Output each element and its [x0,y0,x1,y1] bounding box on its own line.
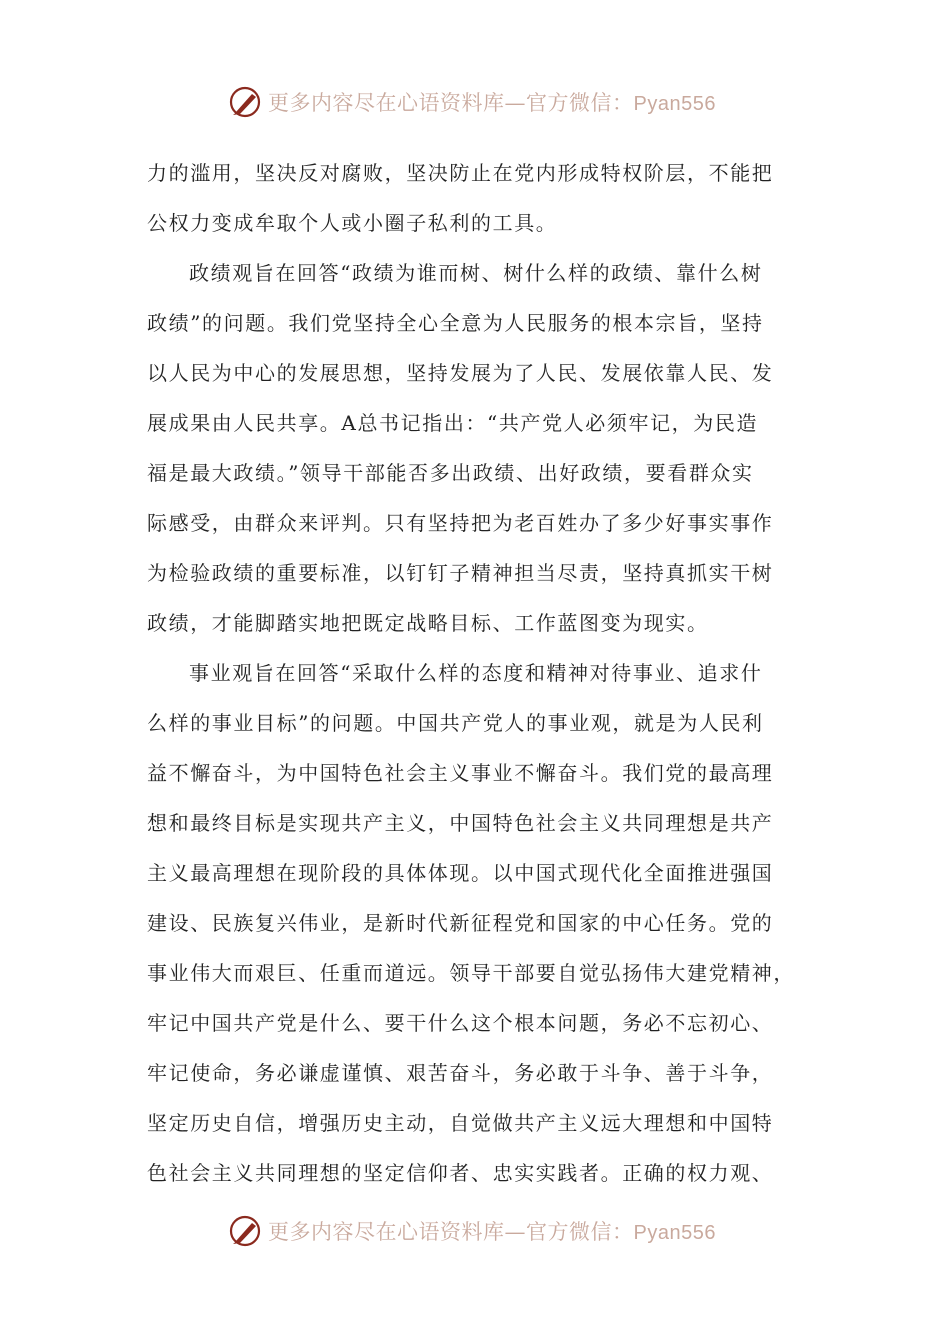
header-text [268,87,716,117]
text-line: 为检验政绩的重要标准，以钉钉子精神担当尽责，坚持真抓实干树 [147,561,774,585]
text-line: 际感受，由群众来评判。只有坚持把为老百姓办了多少好事实事作 [147,511,774,535]
footer-label: 更多内容尽在心语资料库—官方微信： [268,1220,634,1244]
header-banner [228,82,748,122]
footer-text [268,1216,716,1246]
text-line: 公权力变成牟取个人或小圈子私利的工具。 [147,211,558,235]
document-body [147,148,807,1198]
text-line: 事业伟大而艰巨、任重而道远。领导干部要自觉弘扬伟大建党精神， [147,961,795,985]
header-label: 更多内容尽在心语资料库—官方微信： [268,91,634,115]
text-line: 主义最高理想在现阶段的具体体现。以中国式现代化全面推进强国 [147,861,774,885]
text-line: 建设、民族复兴伟业，是新时代新征程党和国家的中心任务。党的 [147,911,774,935]
text-line: 事业观旨在回答“采取什么样的态度和精神对待事业、追求什 [189,661,763,685]
text-line: 政绩观旨在回答“政绩为谁而树、树什么样的政绩、靠什么树 [189,261,763,285]
pen-logo-icon [228,85,262,119]
text-line: 益不懈奋斗，为中国特色社会主义事业不懈奋斗。我们党的最高理 [147,761,774,785]
text-line: 色社会主义共同理想的坚定信仰者、忠实实践者。正确的权力观、 [147,1161,774,1185]
text-line: 坚定历史自信，增强历史主动，自觉做共产主义远大理想和中国特 [147,1111,774,1135]
footer-banner [228,1211,748,1251]
pen-logo-icon [228,1214,262,1248]
text-line: 福是最大政绩。”领导干部能否多出政绩、出好政绩，要看群众实 [147,461,754,485]
header-handle: Pyan556 [633,93,716,115]
text-line: 力的滥用，坚决反对腐败，坚决防止在党内形成特权阶层，不能把 [147,161,774,185]
text-line: 政绩，才能脚踏实地把既定战略目标、工作蓝图变为现实。 [147,611,709,635]
text-line: 政绩”的问题。我们党坚持全心全意为人民服务的根本宗旨，坚持 [147,311,764,335]
text-line: 么样的事业目标”的问题。中国共产党人的事业观，就是为人民利 [147,711,764,735]
text-line: 以人民为中心的发展思想，坚持发展为了人民、发展依靠人民、发 [147,361,774,385]
text-line: 牢记使命，务必谦虚谨慎、艰苦奋斗，务必敢于斗争、善于斗争， [147,1061,774,1085]
text-line: 展成果由人民共享。A总书记指出：“共产党人必须牢记，为民造 [147,411,759,435]
footer-handle: Pyan556 [633,1222,716,1244]
text-line: 想和最终目标是实现共产主义，中国特色社会主义共同理想是共产 [147,811,774,835]
text-line: 牢记中国共产党是什么、要干什么这个根本问题，务必不忘初心、 [147,1011,774,1035]
